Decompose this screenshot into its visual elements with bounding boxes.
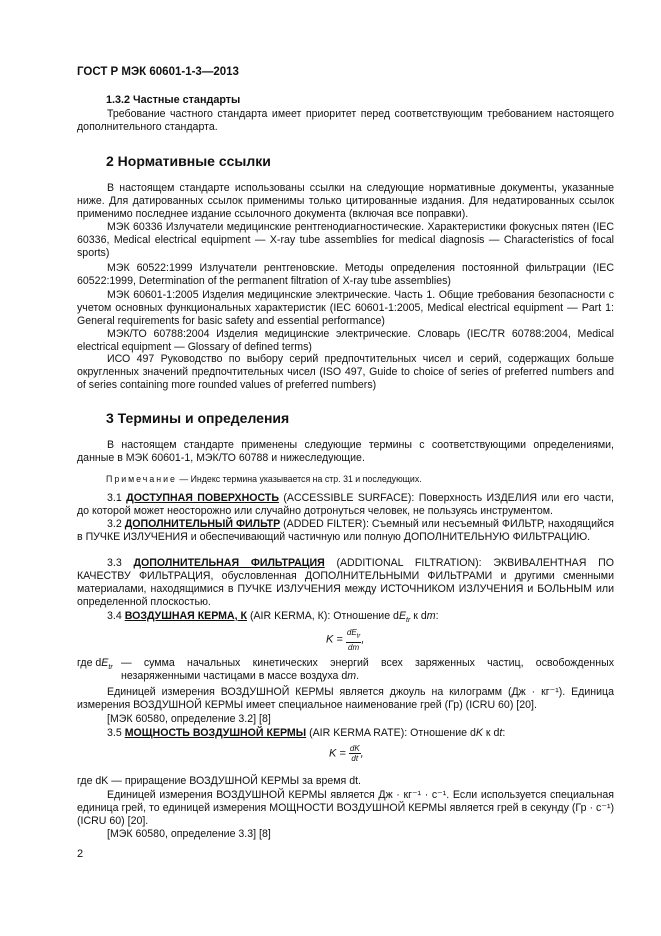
term-3-4-source: [МЭК 60580, определение 3.2] [8]: [107, 713, 271, 725]
section-1-3-2-text: Требование частного стандарта имеет приоритет перед соответствующим требованием настоящего дополнительного стандарта.: [77, 108, 614, 133]
term-number: 3.1: [107, 492, 122, 504]
note: [106, 474, 422, 484]
term-name: МОЩНОСТЬ ВОЗДУШНОЙ КЕРМЫ: [124, 727, 307, 739]
term-3-5: 3.5 МОЩНОСТЬ ВОЗДУШНОЙ КЕРМЫ (AIR KERMA RATE): Отношение dK к dt:: [107, 727, 506, 739]
term-definition: :: [435, 610, 439, 622]
term-3-2: [77, 518, 614, 544]
term-number: 3.4: [107, 610, 122, 622]
where-text: — сумма начальных кинетических энергий всех заряженных частиц, освобожденных незаряженными частицами в массе воздуха d: [121, 657, 614, 682]
term-definition: (ACCESSIBLE SURFACE): Поверхность ИЗДЕЛИЯ или его части, до которой может неосторожно или случайно дотронуться человек, не пользуясь инструментом.: [77, 492, 614, 517]
term-number: 3.5: [107, 727, 122, 739]
term-name: ДОПОЛНИТЕЛЬНАЯ ФИЛЬТРАЦИЯ: [133, 557, 325, 569]
term-definition: (AIR KERMA RATE): Отношение d: [306, 727, 476, 739]
note-text: — Индекс термина указывается на стр. 31 и последующих.: [176, 474, 422, 484]
document-header: ГОСТ Р МЭК 60601-1-3—2013: [77, 66, 239, 78]
term-definition: к d: [482, 727, 500, 739]
where-label: где d: [77, 657, 102, 669]
reference-item: МЭК 60601-1:2005 Изделия медицинские электрические. Часть 1. Общие требования безопасности с учетом основных функциональных характеристик (IEC 60601-1:2005, Medical electrical equipment — Part 1: General requirements for basic safety and essential performance): [77, 289, 614, 327]
term-definition: (AIR KERMA, К): Отношение d: [247, 610, 399, 622]
section-2-title: 2 Нормативные ссылки: [106, 153, 271, 169]
reference-item: МЭК 60522:1999 Излучатели рентгеновские. Методы определения постоянной фильтрации (IEC 60522:1999, Determination of the permanent filtration of X-ray tube assemblies): [77, 262, 614, 287]
term-3-1: [77, 492, 614, 518]
term-definition: :: [502, 727, 506, 739]
term-3-5-where: где dK — приращение ВОЗДУШНОЙ КЕРМЫ за время dt.: [77, 775, 361, 787]
term-3-4-unit: Единицей измерения ВОЗДУШНОЙ КЕРМЫ является джоуль на килограмм (Дж · кг⁻¹). Единица измерения ВОЗДУШНОЙ КЕРМЫ имеет специальное наименование грей (Гр) (ICRU 60) [20].: [77, 686, 614, 711]
term-name: ДОСТУПНАЯ ПОВЕРХНОСТЬ: [126, 492, 279, 504]
term-definition: к d: [410, 610, 427, 622]
reference-item: МЭК 60336 Излучатели медицинские рентгенодиагностические. Характеристики фокусных пятен (IEC 60336, Medical electrical equipment — X-ray tube assemblies for medical diagnosis — Characteristics of focal sports): [77, 221, 614, 259]
reference-item: МЭК/ТО 60788:2004 Изделия медицинские электрические. Словарь (IEC/TR 60788:2004, Medical electrical equipment — Glossary of defined terms): [77, 328, 614, 353]
term-name: ДОПОЛНИТЕЛЬНЫЙ ФИЛЬТР: [124, 518, 281, 530]
section-3-title: 3 Термины и определения: [106, 410, 290, 426]
section-1-3-2-title: 1.3.2 Частные стандарты: [106, 94, 241, 106]
section-3-intro: В настоящем стандарте применены следующие термины с соответствующими определениями, данные в МЭК 60601-1, МЭК/ТО 60788 и нижеследующие.: [77, 439, 614, 464]
term-3-5-source: [МЭК 60580, определение 3.3] [8]: [107, 828, 271, 840]
formula-air-kerma-rate: K = $\frac{dK}{dt}$ ,: [329, 744, 364, 763]
term-3-4: 3.4 ВОЗДУШНАЯ КЕРМА, К (AIR KERMA, К): Отношение $dE_{tr}$ к dm:: [107, 610, 439, 625]
page-number: 2: [77, 848, 84, 860]
term-number: 3.3: [107, 557, 122, 569]
where-clause: где $dE_{tr}$ — сумма начальных кинетических энергий всех заряженных частиц, освобожденных незаряженными частицами в массе воздуха dm.: [77, 657, 614, 682]
term-definition: (ADDITIONAL FILTRATION): ЭКВИВАЛЕНТНАЯ ПО КАЧЕСТВУ ФИЛЬТРАЦИЯ, обусловленная ДОПОЛНИТЕЛЬНЫМИ ФИЛЬТРАМИ и другими сменными материалами, находящимися в ПУЧКЕ ИЗЛУЧЕНИЯ между ИСТОЧНИКОМ ИЗЛУЧЕНИЯ и БОЛЬНЫМ или определенной плоскостью.: [77, 557, 614, 608]
section-2-intro: В настоящем стандарте использованы ссылки на следующие нормативные документы, указанные ниже. Для датированных ссылок применимы только цитированные издания. Для недатированных ссылок применимо последнее издание ссылочного документа (включая все поправки).: [77, 182, 614, 220]
reference-item: ИСО 497 Руководство по выбору серий предпочтительных чисел и серий, содержащих больше округленных значений предпочтительных чисел (ISO 497, Guide to choice of series of preferred numbers and of series containing more rounded values of preferred numbers): [77, 353, 614, 391]
note-label: Примечание: [106, 474, 177, 484]
term-number: 3.2: [107, 518, 122, 530]
formula-air-kerma: K = $\frac{dE_{tr}}{dm}$ ,: [326, 628, 365, 652]
term-definition: (ADDED FILTER): Съемный или несъемный ФИЛЬТР, находящийся в ПУЧКЕ ИЗЛУЧЕНИЯ и обеспечивающий частичную или полную ДОПОЛНИТЕЛЬНУЮ ФИЛЬТРАЦИЮ.: [77, 518, 614, 543]
term-3-5-unit: Единицей измерения ВОЗДУШНОЙ КЕРМЫ является Дж · кг⁻¹ · с⁻¹. Если используется специальная единица грей, то единицей измерения МОЩНОСТИ ВОЗДУШНОЙ КЕРМЫ является грей в секунду (Гр · с⁻¹) (ICRU 60) [20].: [77, 789, 614, 827]
term-3-3: [77, 557, 614, 609]
term-name: ВОЗДУШНАЯ КЕРМА, К: [124, 610, 248, 622]
